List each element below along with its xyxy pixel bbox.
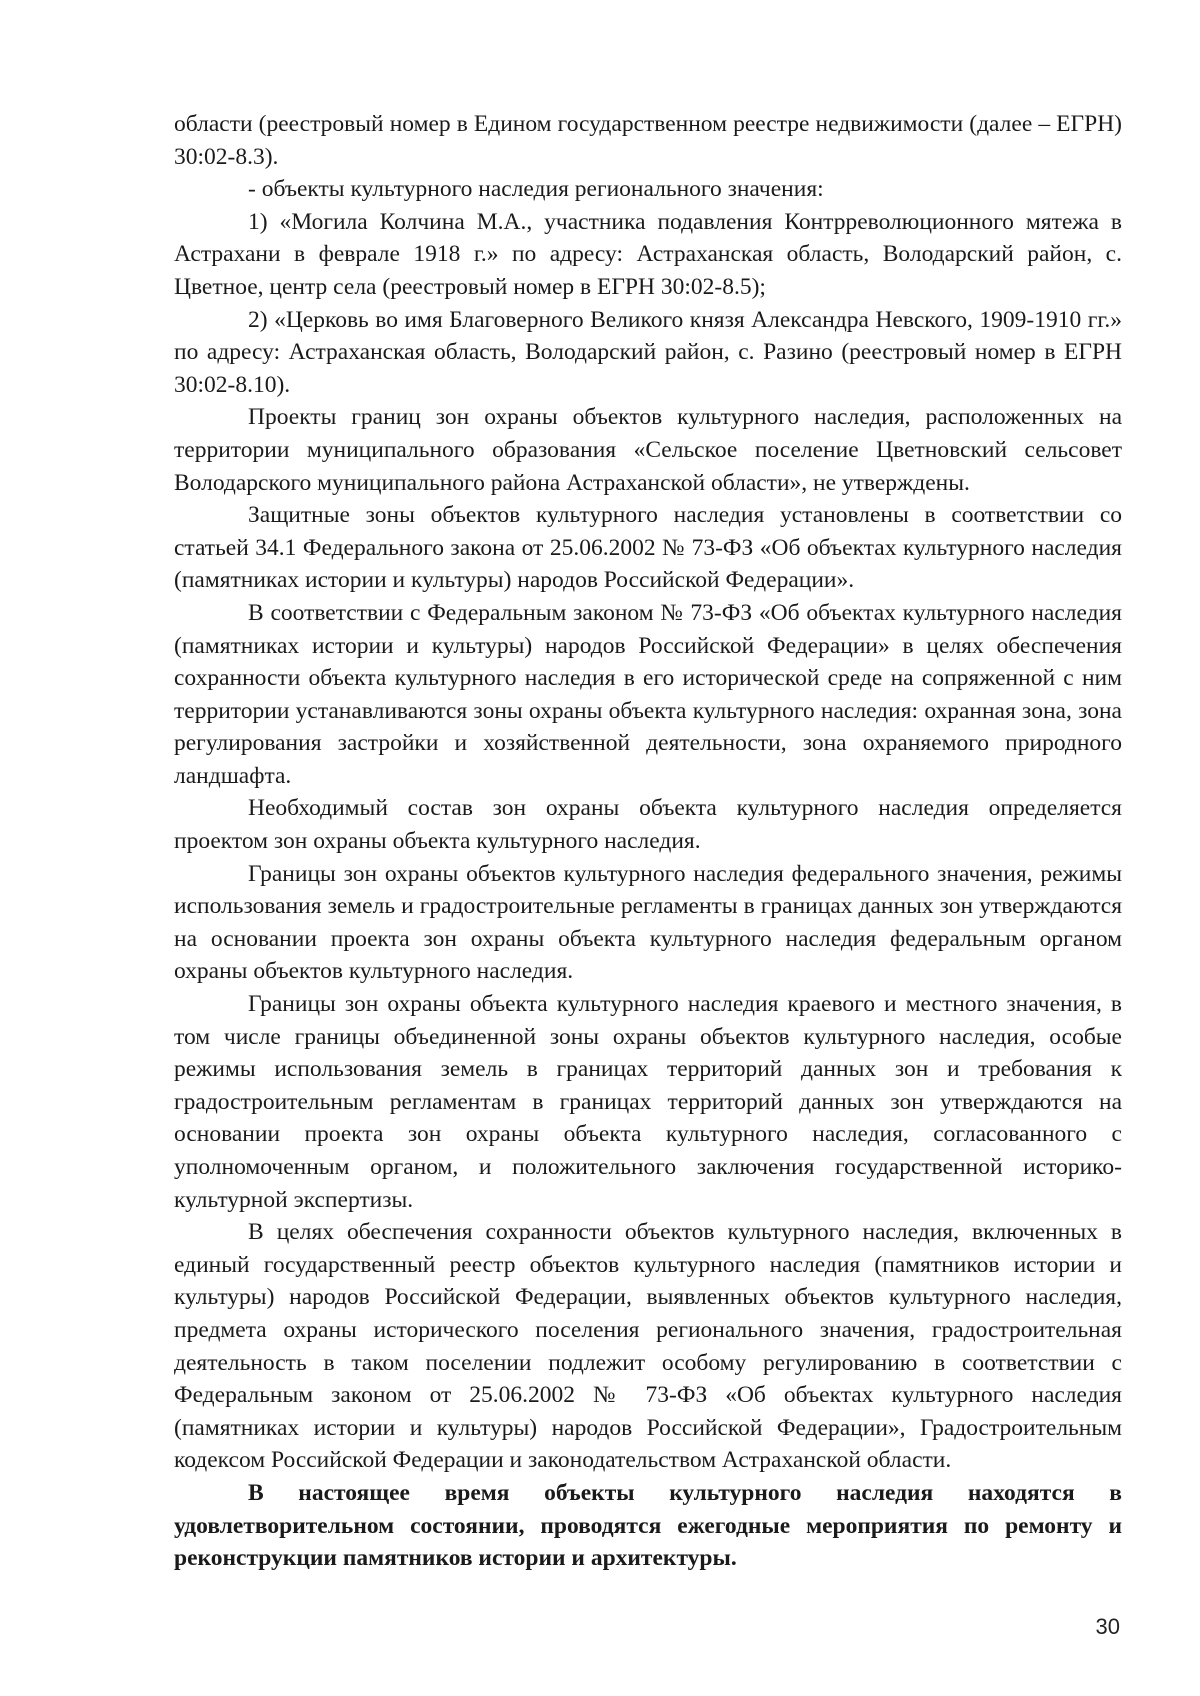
paragraph-composition: Необходимый состав зон охраны объекта культурного наследия определяется проектом зон охраны объекта культурного наследия. xyxy=(174,795,1122,855)
paragraph-protective-zones: Защитные зоны объектов культурного наследия установлены в соответствии со статьей 34.1 Федерального закона от 25.06.2002 № 73-ФЗ «Об объектах культурного наследия (памятниках истории и культуры) народов Российской Федерации». xyxy=(174,502,1122,594)
paragraph-regional-borders: Границы зон охраны объекта культурного наследия краевого и местного значения, в том числе границы объединенной зоны охраны объектов культурного наследия, особые режимы использования земель в границах территорий данных зон и требования к градостроительным регламентам в границах территорий данных зон утверждаются на основании проекта зон охраны объекта культурного наследия, согласованного с уполномоченным органом, и положительного заключения государственной историко-культурной экспертизы. xyxy=(174,991,1122,1213)
paragraph-preservation: В целях обеспечения сохранности объектов культурного наследия, включенных в единый государственный реестр объектов культурного наследия (памятников истории и культуры) народов Российской Федерации, выявленных объектов культурного наследия, предмета охраны исторического поселения регионального значения, градостроительная деятельность в таком поселении подлежит особому регулированию в соответствии с Федеральным законом от 25.06.2002 № 73-ФЗ «Об объектах культурного наследия (памятниках истории и культуры) народов Российской Федерации», Градостроительным кодексом Российской Федерации и законодательством Астраханской области. xyxy=(174,1219,1122,1474)
paragraph-projects: Проекты границ зон охраны объектов культурного наследия, расположенных на территории муниципального образования «Сельское поселение Цветновский сельсовет Володарского муниципального района Астраханской области», не утверждены. xyxy=(174,404,1122,496)
paragraph-current-state: В настоящее время объекты культурного наследия находятся в удовлетворительном состоянии, проводятся ежегодные мероприятия по ремонту и реконструкции памятников истории и архитектуры. xyxy=(174,1479,1122,1572)
page-number: 30 xyxy=(1095,1614,1120,1639)
paragraph-regional-objects-heading: - объекты культурного наследия регионального значения: xyxy=(248,176,824,203)
document-body xyxy=(174,108,1122,1575)
paragraph-federal-law: В соответствии с Федеральным законом № 73-ФЗ «Об объектах культурного наследия (памятниках истории и культуры) народов Российской Федерации» в целях обеспечения сохранности объекта культурного наследия в его исторической среде на сопряженной с ним территории устанавливаются зоны охраны объекта культурного наследия: охранная зона, зона регулирования застройки и хозяйственной деятельности, зона охраняемого природного ландшафта. xyxy=(174,599,1122,789)
paragraph-item-2: 2) «Церковь во имя Благоверного Великого князя Александра Невского, 1909-1910 гг.» по адресу: Астраханская область, Володарский район, с. Разино (реестровый номер в ЕГРН 30:02-8.10). xyxy=(174,306,1122,398)
paragraph-item-1: 1) «Могила Колчина М.А., участника подавления Контрреволюционного мятежа в Астрахани в феврале 1918 г.» по адресу: Астраханская область, Володарский район, с. Цветное, центр села (реестровый номер в ЕГРН 30:02-8.5); xyxy=(174,208,1122,300)
paragraph-federal-borders: Границы зон охраны объектов культурного наследия федерального значения, режимы использования земель и градостроительные регламенты в границах данных зон утверждаются на основании проекта зон охраны объекта культурного наследия федеральным органом охраны объектов культурного наследия. xyxy=(174,860,1122,985)
paragraph-continuation: области (реестровый номер в Едином государственном реестре недвижимости (далее – ЕГРН) 30:02-8.3). xyxy=(174,111,1122,170)
